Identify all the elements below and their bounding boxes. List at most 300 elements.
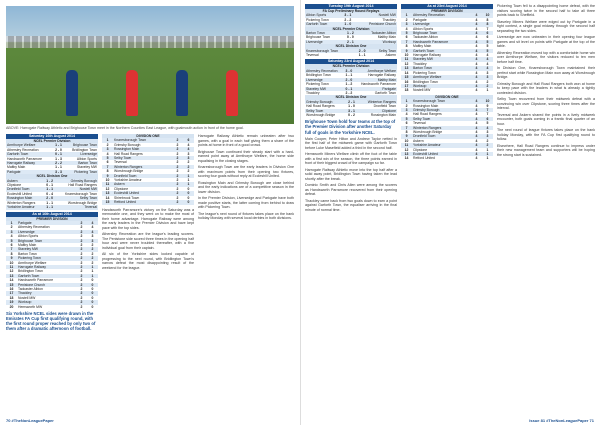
played: 4: [475, 61, 478, 66]
home-team: Bridlington Town: [306, 73, 331, 78]
team-name: Barton Town: [412, 66, 471, 70]
score: 2 - 2: [344, 17, 352, 22]
results-table: [6, 179, 98, 210]
team-name: Penistone Church: [17, 283, 76, 287]
position: 11: [6, 265, 17, 269]
score: 3 - 3: [53, 170, 64, 174]
away-team: Penistone Church: [353, 22, 397, 26]
page-footer: Issue 81 #TheNonLeaguePaper 71: [529, 418, 594, 423]
team-name: Albion Sports: [413, 26, 434, 31]
result-row: [305, 82, 397, 86]
away-team: Grimsby Borough: [55, 179, 98, 183]
fixtures-subheader: FA Cup Preliminary Round Replays: [305, 9, 397, 13]
played: 4: [471, 31, 482, 35]
home-team: Athersley Recreation: [305, 69, 343, 73]
score: 2 - 1: [346, 100, 357, 104]
home-team: Staveley MW: [305, 87, 343, 91]
played: 2: [76, 283, 87, 287]
played: 2: [80, 295, 83, 300]
played: 4: [471, 66, 482, 70]
fixtures-header: Tuesday 19th August 2014: [305, 4, 397, 9]
played: 2: [76, 274, 87, 278]
team-name: Yorkshire Amateur: [412, 143, 471, 147]
home-team: Parkgate: [6, 170, 53, 174]
player-figure: [66, 70, 78, 116]
played: 2: [172, 165, 183, 169]
score: 0 - 0: [346, 35, 354, 40]
team-name: Selby Town: [412, 117, 471, 121]
points: 5: [482, 49, 493, 53]
score: 2 - 0: [357, 49, 368, 53]
score: 1 - 1: [44, 187, 55, 191]
team-name: Clipstone: [413, 147, 428, 152]
points: 10: [482, 13, 493, 17]
article-body: [102, 208, 194, 271]
paragraph: Teversal and Askern shared the points in a lively midweek encounter, both goals coming in a frantic final quarter of an hour.: [497, 112, 595, 126]
played: 4: [471, 84, 482, 88]
position: 12: [404, 147, 409, 152]
points: 6: [482, 117, 493, 121]
score: 1 - 0: [348, 104, 355, 109]
table-subheader: PREMIER DIVISION: [401, 9, 493, 13]
points: 7: [486, 26, 489, 31]
played: 4: [471, 22, 482, 26]
score: 3 - 1: [342, 13, 353, 17]
played: 4: [471, 126, 482, 130]
team-name: Maltby Main: [413, 44, 432, 49]
points: 8: [486, 17, 489, 22]
team-name: Knaresborough Town: [412, 99, 471, 103]
played: 4: [475, 156, 478, 161]
score: 1 - 1: [55, 165, 62, 170]
table-subheader: PREMIER DIVISION: [6, 217, 98, 221]
team-name: Eccleshill United: [113, 191, 172, 195]
position: 7: [102, 165, 113, 169]
fixtures-subheader: NCEL Premier Division: [6, 139, 98, 143]
away-team: Pickering Town: [64, 170, 98, 174]
points: 3: [187, 151, 190, 156]
match-photo: [6, 6, 294, 124]
paragraph: In Division One, Knaresborough Town maintained their perfect start while Rossington Main won away at Worsbrough Bridge.: [497, 66, 595, 79]
photo-caption: ABOVE: Harrogate Railway Athletic and Brighouse Town meet in the Northern Counties East League, with goalmouth action in front of the home goal.: [6, 126, 244, 130]
team-name: Retford United: [113, 200, 172, 204]
paragraph: The next round of league fixtures takes place on the bank holiday Monday, with the FA Cup first qualifying round to follow.: [497, 128, 595, 141]
points: 2: [87, 247, 98, 251]
results-table: [305, 69, 397, 95]
played: 4: [475, 88, 478, 93]
result-row: [305, 104, 397, 108]
away-team: Handsworth Parramore: [360, 82, 396, 87]
team-name: Rossington Main: [413, 103, 439, 108]
paragraph: Staveley Miners Welfare were edged out by Parkgate in a tight contest, a single goal midway through the second half separating the two sides.: [497, 19, 595, 33]
position: 1: [401, 99, 412, 103]
home-team: Garforth Town: [6, 152, 53, 156]
points: 3: [91, 234, 94, 239]
points: 0: [91, 287, 94, 291]
points: 3: [486, 129, 489, 134]
paragraph: All six of the Yorkshire sides looked capable of progressing to the next round, with Bridlington Town's narrow defeat the most disappointing result of the weekend for the league.: [102, 252, 194, 270]
league-table: [102, 138, 194, 204]
result-row: [305, 113, 397, 117]
points: 2: [91, 260, 94, 265]
position: 5: [102, 156, 113, 160]
table-subheader: DIVISION ONE: [102, 134, 194, 138]
paragraph: In the Premier Division, Liversedge and Parkgate have both made positive starts, the latter coming from behind to draw with Pickering Town.: [198, 196, 294, 209]
played: 4: [475, 70, 478, 75]
points: 6: [482, 31, 493, 35]
result-row: [305, 22, 397, 26]
played: 2: [176, 142, 179, 147]
table-header: As at 16th August 2014: [6, 212, 98, 217]
left-column-text: [198, 134, 294, 414]
team-name: Dronfield Town: [412, 134, 471, 138]
score: 0 - 1: [46, 183, 54, 188]
played: 4: [475, 53, 478, 58]
home-team: Pickering Town: [306, 82, 329, 87]
position: 5: [6, 239, 17, 243]
left-column-table: [102, 134, 194, 424]
points: 7: [482, 108, 493, 112]
points: 2: [486, 138, 489, 143]
away-team: Parkgate: [354, 87, 397, 91]
fixtures-subheader: NCEL Premier Division: [305, 64, 397, 68]
position: 6: [106, 160, 109, 165]
paragraph: Athersley Recreation moved top with a comfortable home win over Armthorpe Welfare, the visitors reduced to ten men before half time.: [497, 50, 595, 64]
league-table: [401, 99, 493, 161]
table-header: As at 23rd August 2014: [401, 4, 493, 9]
home-team: Brighouse Town: [306, 35, 331, 40]
played: 4: [475, 121, 478, 126]
position: 3: [401, 108, 412, 112]
table-row: [6, 305, 98, 309]
away-team: Garforth Town: [374, 90, 396, 95]
played: 4: [475, 147, 478, 152]
league-table: [401, 13, 493, 92]
away-team: Winterton Rangers: [357, 100, 397, 104]
paragraph: Handsworth Parramore's victory on the Saturday was a memorable one, and they went on to make the most of their home advantage. Harrogate Railway were among the early leaders in the Premier Division and have kept pace with the top sides.: [102, 207, 194, 230]
left-column-results: [6, 134, 98, 424]
position: 2: [106, 142, 109, 147]
played: 2: [76, 221, 87, 225]
paragraph: Rossington Main and Grimsby Borough are close behind and the early indications are of a competitive season in the lower division.: [198, 180, 294, 194]
team-name: Thackley: [17, 291, 76, 295]
team-name: Brighouse Town: [412, 31, 471, 35]
fixtures-subheader: NCEL Division One: [305, 44, 397, 48]
position: 18: [404, 88, 409, 93]
position: 10: [404, 53, 409, 58]
right-column-tables: [401, 4, 493, 422]
played: 2: [176, 195, 179, 200]
home-team: Askern: [6, 179, 44, 183]
position: 12: [9, 269, 14, 274]
points: 2: [482, 143, 493, 147]
team-name: Worksop: [412, 84, 471, 88]
points: 1: [187, 178, 190, 183]
played: 2: [76, 247, 87, 251]
points: 4: [187, 142, 190, 147]
right-column-results: [305, 4, 397, 422]
played: 2: [76, 300, 87, 304]
fixtures-header: Saturday 23rd August 2014: [305, 59, 397, 64]
points: 4: [486, 61, 489, 66]
points: 8: [482, 22, 493, 26]
points: 2: [486, 79, 489, 84]
away-team: Liversedge: [64, 152, 98, 156]
points: 9: [486, 103, 489, 108]
team-name: Parkgate: [17, 221, 76, 225]
player-figure: [226, 70, 238, 116]
played: 4: [475, 138, 478, 143]
points: 0: [183, 191, 194, 195]
fixtures-subheader: NCEL Division One: [305, 95, 397, 99]
played: 2: [172, 156, 183, 160]
home-team: Thackley: [306, 90, 320, 95]
points: 1: [486, 156, 489, 161]
score: 2 - 1: [345, 40, 356, 44]
position: 14: [105, 195, 110, 200]
team-name: Nostell MW: [18, 295, 36, 300]
position: 3: [102, 147, 113, 151]
points: 0: [91, 278, 94, 283]
played: 2: [76, 265, 87, 269]
away-team: Worsbrough Bridge: [67, 200, 97, 205]
points: 4: [486, 53, 489, 58]
points: 4: [91, 225, 94, 230]
position: 9: [401, 134, 412, 138]
paragraph: Dominic Smith and Chris Allen were among the scorers as Handsworth Parramore recovered from their opening defeat.: [305, 183, 397, 197]
played: 4: [475, 35, 478, 40]
away-team: Worksop: [356, 40, 397, 44]
away-team: Rossington Main: [370, 112, 396, 117]
position: 14: [9, 278, 14, 283]
position: 11: [102, 182, 113, 186]
team-name: Staveley MW: [17, 247, 76, 251]
position: 15: [102, 200, 113, 204]
points: 3: [482, 134, 493, 138]
position: 16: [404, 79, 409, 84]
team-name: Albion Sports: [18, 234, 39, 239]
played: 4: [471, 117, 482, 121]
position: 13: [401, 152, 412, 156]
team-name: Hall Road Rangers: [114, 151, 143, 156]
paragraph: Brighouse Town continued their steady start with a hard-earned point away at Armthorpe Welfare, the home side equalising in the closing stages.: [198, 149, 294, 163]
away-team: Bridlington Town: [72, 147, 97, 152]
position: 10: [9, 260, 14, 265]
played: 2: [80, 234, 83, 239]
played: 2: [80, 269, 83, 274]
results-table: [6, 143, 98, 174]
team-name: Tadcaster Albion: [413, 35, 438, 40]
team-name: Teversal: [413, 121, 426, 126]
paragraph: Harrogate Railway Athletic remain unbeaten after two games, with a goal in each half giving them a share of the points at home in front of a good crowd.: [198, 134, 294, 147]
played: 2: [76, 291, 87, 295]
team-name: Pickering Town: [413, 70, 436, 75]
paragraph: Elsewhere, Hall Road Rangers continue to impress under their new management team and supporters will be hoping the strong start is sustained.: [497, 143, 595, 157]
position: 17: [401, 84, 412, 88]
team-name: Athersley Recreation: [18, 225, 50, 230]
position: 17: [6, 291, 17, 295]
points: 6: [486, 35, 489, 40]
home-team: Harrogate Railway: [6, 161, 53, 165]
team-name: Dronfield Town: [113, 174, 172, 178]
played: 2: [176, 186, 179, 191]
score: 1 - 0: [342, 22, 353, 26]
team-name: Rossington Main: [113, 147, 172, 151]
paragraph: Hemsworth Miners Welfare climb off the foot of the table with a first win of the season, the three points earned in front of their biggest crowd of the campaign so far.: [305, 152, 397, 166]
position: 18: [9, 295, 14, 300]
team-name: Knaresborough Town: [113, 138, 172, 142]
played: 2: [76, 230, 87, 234]
position: 12: [404, 61, 409, 66]
position: 13: [102, 191, 113, 195]
home-team: Rossington Main: [6, 196, 44, 200]
position: 7: [6, 247, 17, 251]
position: 4: [106, 151, 109, 156]
position: 9: [401, 49, 412, 53]
away-team: Maltby Main: [354, 78, 397, 82]
away-team: Selby Town: [55, 196, 98, 200]
table-subheader: DIVISION ONE: [401, 95, 493, 99]
team-name: Yorkshire Amateur: [114, 178, 142, 183]
home-team: Eccleshill United: [7, 191, 32, 196]
position: 7: [401, 40, 412, 44]
points: 2: [91, 242, 94, 247]
position: 12: [105, 186, 110, 191]
away-team: Askern: [385, 53, 396, 58]
table-row: [401, 88, 493, 92]
paragraph: Pickering Town fell to a disappointing home defeat, with the visitors scoring twice in the second half to take all three points back to Sheffield.: [497, 4, 595, 17]
home-team: Teversal: [306, 53, 319, 58]
position: 4: [10, 234, 13, 239]
result-row: [305, 53, 397, 57]
results-table: [305, 31, 397, 44]
position: 4: [405, 26, 408, 31]
points: 3: [87, 239, 98, 243]
score: 2 - 0: [343, 78, 354, 82]
home-team: Clipstone: [7, 183, 22, 188]
points: 0: [87, 291, 98, 295]
played: 4: [471, 99, 482, 103]
team-name: Eccleshill United: [412, 152, 471, 156]
team-name: Winterton Rangers: [113, 165, 172, 169]
played: 4: [475, 112, 478, 117]
home-team: Winterton Rangers: [7, 200, 36, 205]
score: 1 - 1: [53, 143, 64, 147]
played: 4: [471, 75, 482, 79]
away-team: Albion Sports: [76, 156, 97, 161]
team-name: Handsworth Parramore: [412, 40, 471, 44]
away-team: Selby Town: [368, 49, 397, 53]
points: 0: [183, 200, 194, 204]
team-name: Bridlington Town: [18, 269, 43, 274]
team-name: Harrogate Railway: [413, 53, 441, 58]
table-row: [102, 200, 194, 204]
home-team: Selby Town: [305, 109, 346, 113]
position: 6: [405, 121, 408, 126]
position: 8: [405, 129, 408, 134]
home-team: Barton Town: [305, 31, 345, 35]
points: 4: [482, 126, 493, 130]
points: 10: [482, 99, 493, 103]
paragraph: Liversedge are now unbeaten in their opening four league games and sit level on points with Parkgate at the top of the table.: [497, 35, 595, 48]
home-team: Dronfield Town: [6, 187, 44, 191]
position: 2: [405, 17, 408, 22]
home-team: Liversedge: [305, 40, 345, 44]
position: 19: [6, 300, 17, 304]
fixtures-subheader: NCEL Division One: [6, 174, 98, 178]
team-name: Thackley: [413, 61, 427, 66]
away-team: Brighouse Town: [64, 143, 98, 147]
played: 2: [172, 147, 183, 151]
points: 2: [91, 251, 94, 256]
home-team: Hall Road Rangers: [306, 104, 335, 109]
away-team: Nostell MW: [55, 187, 98, 191]
team-name: Worsbrough Bridge: [114, 169, 144, 174]
played: 4: [475, 129, 478, 134]
points: 0: [91, 295, 94, 300]
position: 1: [102, 138, 113, 142]
position: 6: [405, 35, 408, 40]
played: 2: [80, 287, 83, 291]
score: 2 - 0: [44, 196, 55, 200]
points: 0: [187, 186, 190, 191]
played: 4: [475, 79, 478, 84]
team-name: Staveley MW: [412, 57, 471, 61]
played: 2: [80, 251, 83, 256]
points: 4: [87, 221, 98, 225]
position: 3: [6, 230, 17, 234]
played: 4: [471, 108, 482, 112]
league-table: [6, 221, 98, 309]
team-name: Harrogate Railway: [17, 265, 76, 269]
team-name: Selby Town: [113, 156, 172, 160]
position: 14: [404, 156, 409, 161]
team-name: Askern: [413, 138, 424, 143]
paragraph: Athersley Recreation are the league's leading scorers. The Penistone side scored three times in the opening half hour and were never troubled thereafter, with a fine individual goal from their captain.: [102, 232, 194, 250]
score: 1 - 1: [44, 205, 55, 209]
team-name: Hemsworth MW: [18, 304, 43, 309]
home-team: Armthorpe Welfare: [6, 143, 53, 147]
paragraph: Thackley came back from two goals down to earn a point against Garforth Town, the equaliser arriving in the final minute of normal time.: [305, 198, 397, 212]
position: 5: [401, 31, 412, 35]
player-figure: [176, 70, 188, 116]
paragraph: Grimsby Borough and Hall Road Rangers both won at home to keep pace with the leaders in what is already a tightly contested division.: [497, 81, 595, 95]
position: 10: [404, 138, 409, 143]
position: 11: [401, 143, 412, 147]
played: 2: [172, 200, 183, 204]
score: 2 - 2: [53, 161, 64, 165]
played: 4: [471, 49, 482, 53]
played: 2: [80, 278, 83, 283]
score: 3 - 1: [346, 109, 357, 113]
played: 2: [172, 191, 183, 195]
player-figure: [126, 70, 138, 116]
position: 14: [404, 70, 409, 75]
points: 2: [183, 165, 194, 169]
position: 1: [6, 221, 17, 225]
team-name: Athersley Recreation: [412, 13, 471, 17]
points: 4: [183, 147, 194, 151]
away-team: Thackley: [382, 17, 396, 22]
played: 4: [471, 152, 482, 156]
away-team: Barton Town: [64, 161, 98, 165]
points: 0: [187, 195, 190, 200]
position: 16: [9, 287, 14, 291]
paragraph: The league's next round of fixtures takes place on the bank holiday Monday with several local derbies in both divisions.: [198, 211, 294, 220]
score: 1 - 1: [345, 73, 353, 78]
results-table: [305, 100, 397, 118]
right-column-text: [497, 4, 595, 409]
